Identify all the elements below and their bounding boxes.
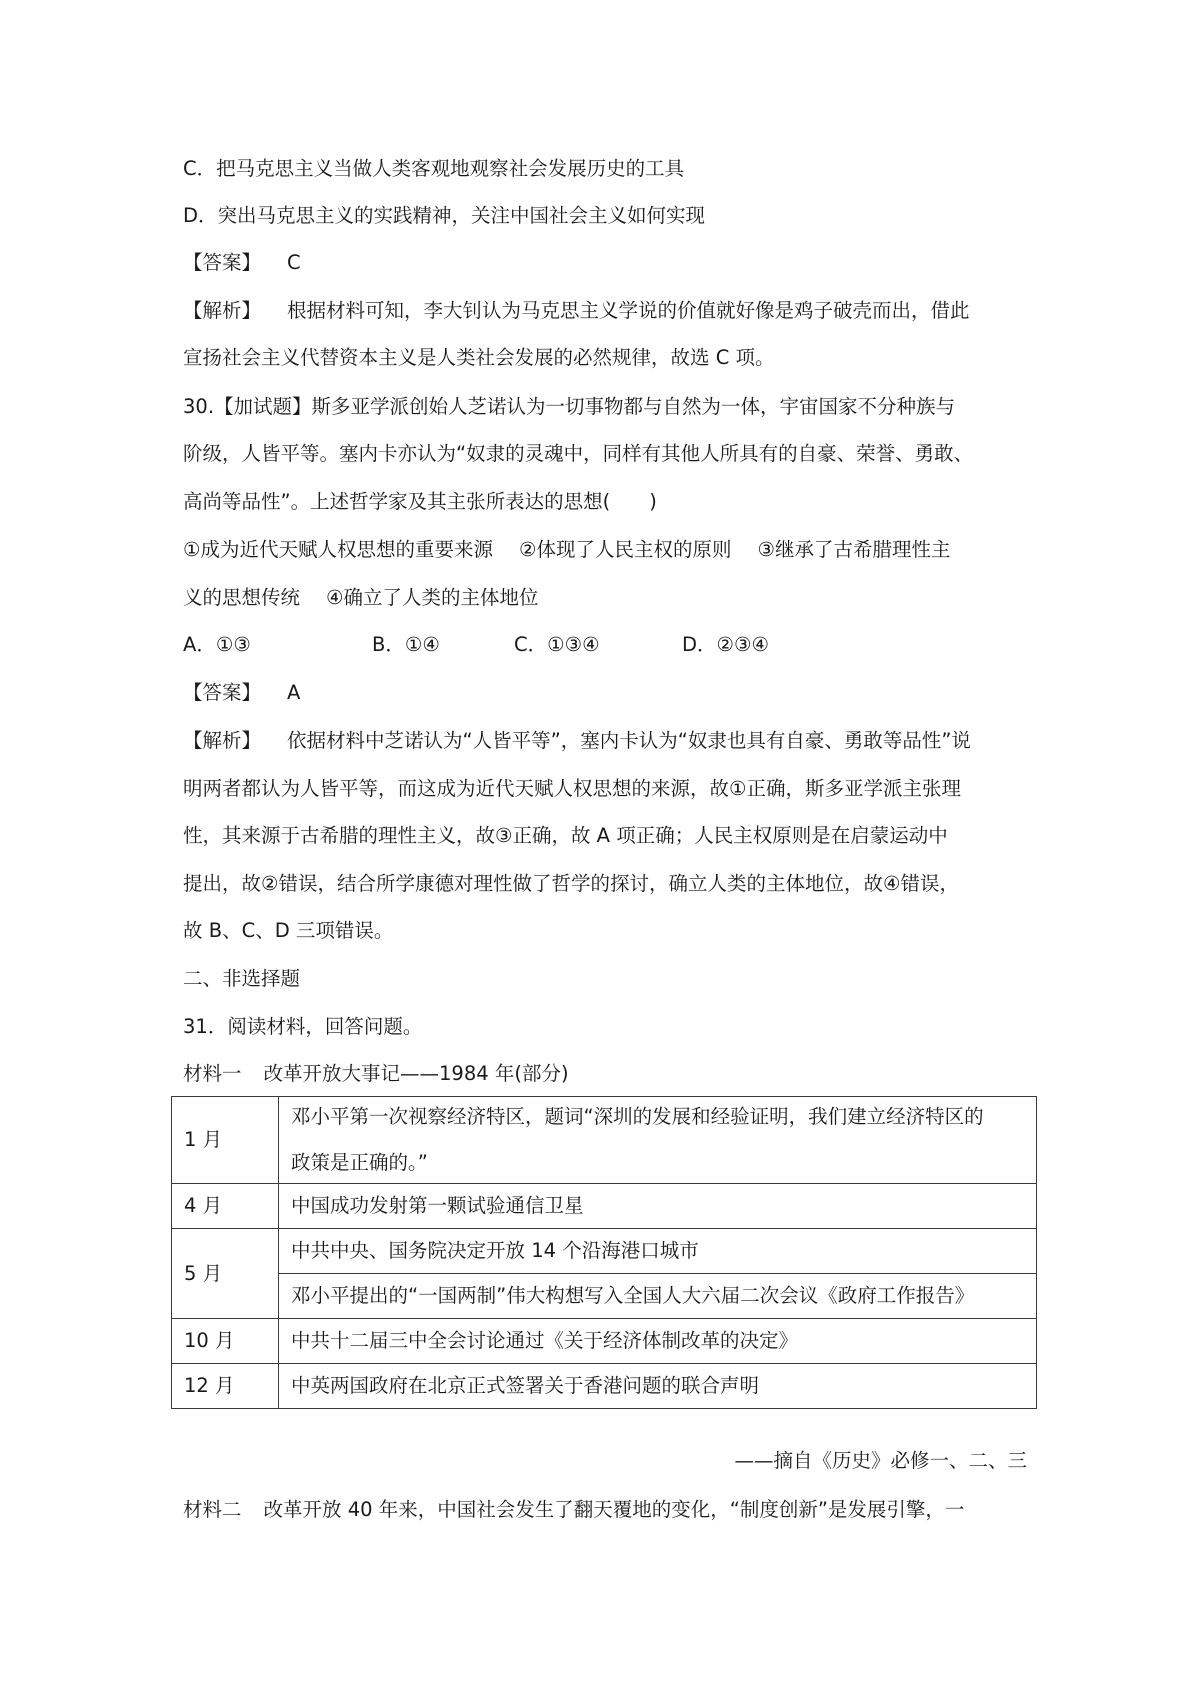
material2-label: 材料二 — [183, 1498, 242, 1521]
event-cell: 邓小平提出的“一国两制”伟大构想写入全国人大六届二次会议《政府工作报告》 — [279, 1274, 1037, 1319]
statement-2: ②体现了人民主权的原则 — [518, 538, 732, 561]
analysis-label: 【解析】 — [183, 729, 262, 752]
q30-analysis-line: 提出，故②错误，结合所学康德对理性做了哲学的探讨，确立人类的主体地位，故④错误， — [183, 872, 959, 895]
event-cell: 中英两国政府在北京正式签署关于香港问题的联合声明 — [279, 1364, 1037, 1409]
q29-analysis-line — [183, 297, 970, 325]
q31-intro: 31．阅读材料，回答问题。 — [183, 1015, 423, 1038]
month-cell: 1 月 — [172, 1097, 279, 1184]
material2-line — [183, 1496, 964, 1524]
q30-option-b: B．①④ — [372, 633, 440, 656]
q30-stem-line: 高尚等品性”。上述哲学家及其主张所表达的思想( ) — [183, 490, 657, 513]
q30-analysis-line: 明两者都认为人皆平等，而这成为近代天赋人权思想的来源，故①正确，斯多亚学派主张理 — [183, 777, 961, 800]
material1-heading: 改革开放大事记——1984 年(部分) — [263, 1062, 569, 1085]
q30-option-c: C．①③④ — [514, 633, 600, 656]
q30-analysis-line: 性，其来源于古希腊的理性主义，故③正确，故 A 项正确；人民主权原则是在启蒙运动中 — [183, 824, 948, 847]
month-cell: 10 月 — [172, 1319, 279, 1364]
analysis-text: 根据材料可知，李大钊认为马克思主义学说的价值就好像是鸡子破壳而出，借此 — [287, 299, 970, 322]
table-row — [172, 1229, 1037, 1274]
table-row — [172, 1319, 1037, 1364]
q29-analysis-line: 宣扬社会主义代替资本主义是人类社会发展的必然规律，故选 C 项。 — [183, 346, 775, 369]
answer-value: A — [287, 681, 301, 704]
event-cell: 中国成功发射第一颗试验通信卫星 — [279, 1184, 1037, 1229]
material1-label: 材料一 — [183, 1062, 242, 1085]
material1-title — [183, 1060, 569, 1088]
answer-value: C — [287, 251, 301, 274]
month-cell: 5 月 — [172, 1229, 279, 1319]
table-row — [172, 1364, 1037, 1409]
q30-stem-line: 30.【加试题】斯多亚学派创始人芝诺认为一切事物都与自然为一体，宇宙国家不分种族与 — [183, 395, 956, 418]
statement-4: ④确立了人类的主体地位 — [326, 586, 539, 609]
event-cell: 中共中央、国务院决定开放 14 个沿海港口城市 — [279, 1229, 1037, 1274]
q30-statements-line — [183, 584, 539, 612]
answer-label: 【答案】 — [183, 681, 262, 704]
event-cell — [279, 1097, 1037, 1184]
table-row — [172, 1097, 1037, 1184]
statement-1: ①成为近代天赋人权思想的重要来源 — [183, 538, 493, 561]
month-cell: 12 月 — [172, 1364, 279, 1409]
table-row — [172, 1184, 1037, 1229]
event-text: 邓小平第一次视察经济特区，题词“深圳的发展和经验证明，我们建立经济特区的 — [291, 1105, 984, 1128]
section-heading: 二、非选择题 — [183, 967, 301, 990]
q29-option-c: C．把马克思主义当做人类客观地观察社会发展历史的工具 — [183, 157, 685, 180]
answer-label: 【答案】 — [183, 251, 262, 274]
q29-option-d: D．突出马克思主义的实践精神，关注中国社会主义如何实现 — [183, 204, 706, 227]
analysis-text: 依据材料中芝诺认为“人皆平等”，塞内卡认为“奴隶也具有自豪、勇敢等品性”说 — [287, 729, 971, 752]
material1-source: ——摘自《历史》必修一、二、三 — [734, 1449, 1027, 1472]
q30-option-a: A．①③ — [183, 633, 251, 656]
statement-3: ③继承了古希腊理性主 — [757, 538, 951, 561]
statement-3-cont: 义的思想传统 — [183, 586, 301, 609]
event-cell: 中共十二届三中全会讨论通过《关于经济体制改革的决定》 — [279, 1319, 1037, 1364]
events-table — [171, 1096, 1037, 1409]
q30-stem-line: 阶级，人皆平等。塞内卡亦认为“奴隶的灵魂中，同样有其他人所具有的自豪、荣誉、勇敢、 — [183, 442, 974, 465]
table-row — [172, 1274, 1037, 1319]
analysis-label: 【解析】 — [183, 299, 262, 322]
event-text: 政策是正确的。” — [291, 1151, 428, 1174]
q30-analysis-line: 故 B、C、D 三项错误。 — [183, 919, 394, 942]
material2-text: 改革开放 40 年来，中国社会发生了翻天覆地的变化，“制度创新”是发展引擎，一 — [263, 1498, 965, 1521]
q30-analysis-line — [183, 727, 971, 755]
q30-answer — [183, 679, 300, 707]
q30-statements-line — [183, 536, 950, 564]
q29-answer — [183, 249, 301, 277]
q30-option-d: D．②③④ — [682, 633, 769, 656]
month-cell: 4 月 — [172, 1184, 279, 1229]
